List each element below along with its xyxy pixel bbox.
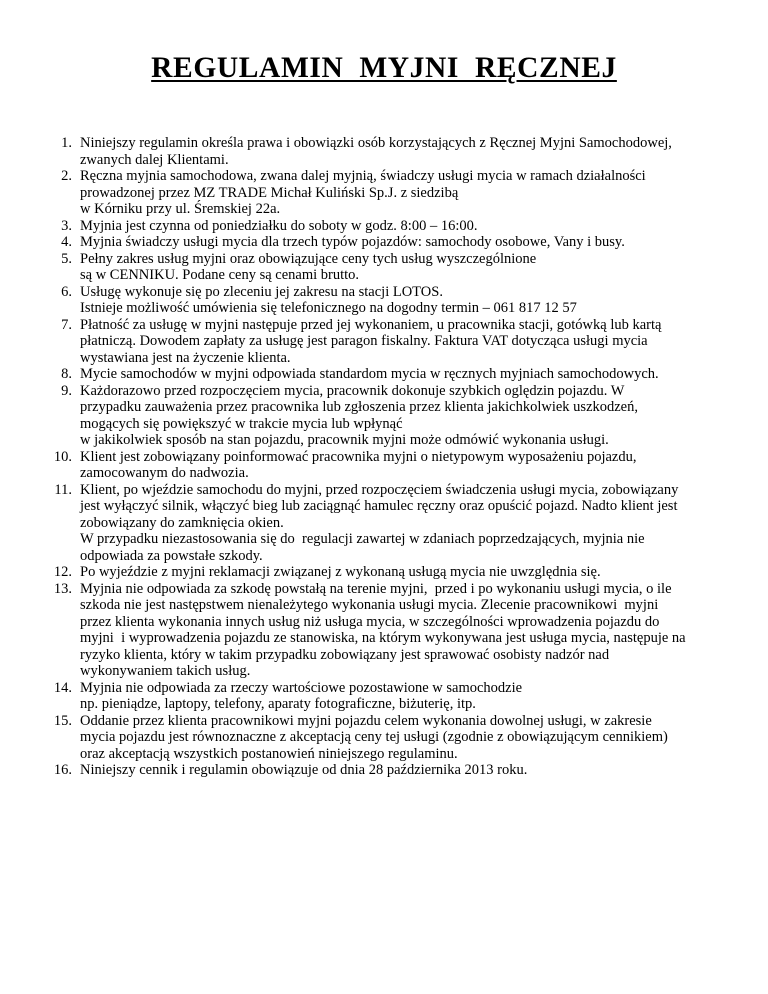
rule-text-line: zamocowanym do nadwozia.: [80, 465, 249, 481]
rule-item: [0, 251, 760, 284]
rule-text-line: zobowiązany do zamknięcia okien.: [80, 514, 284, 531]
rule-text-line: Klient, po wjeździe samochodu do myjni, przed rozpoczęciem świadczenia usługi mycia, zobowiązany: [80, 481, 679, 498]
rule-item: [0, 383, 760, 449]
rule-text-line: mycia pojazdu jest równoznaczne z akceptacją ceny tej usługi (zgodnie z obowiązującym cennikiem): [80, 729, 668, 745]
rule-item: [0, 284, 760, 317]
rule-text-line: w Kórniku przy ul. Śremskiej 22a.: [80, 201, 281, 217]
rule-text-line: Myjnia jest czynna od poniedziałku do soboty w godz. 8:00 – 16:00.: [80, 217, 478, 234]
page-title: REGULAMIN MYJNI RĘCZNEJ: [151, 51, 617, 84]
rule-number: 15.: [53, 712, 72, 729]
rule-text-line: oraz akceptacją wszystkich postanowień niniejszego regulaminu.: [80, 745, 458, 762]
rule-text-line: wystawiana jest na życzenie klienta.: [80, 349, 291, 366]
rule-text-line: prowadzonej przez MZ TRADE Michał Kuliński Sp.J. z siedzibą: [80, 184, 459, 201]
rule-text-line: Myjnia nie odpowiada za szkodę powstałą na terenie myjni, przed i po wykonaniu usługi mycia, o ile: [80, 580, 672, 597]
rule-item: [0, 366, 760, 383]
rule-text-line: Płatność za usługę w myjni następuje przed jej wykonaniem, u pracownika stacji, gotówką lub kartą: [80, 316, 662, 333]
rule-text-line: Każdorazowo przed rozpoczęciem mycia, pracownik dokonuje szybkich oględzin pojazdu. W: [80, 382, 625, 399]
rule-text-line: wykonywaniem takich usług.: [80, 663, 251, 679]
rule-number: 5.: [61, 250, 72, 267]
rule-text-line: Istnieje możliwość umówienia się telefonicznego na dogodny termin – 061 817 12 57: [80, 300, 577, 316]
rule-number: 6.: [61, 283, 72, 300]
rule-text-line: np. pieniądze, laptopy, telefony, aparaty fotograficzne, biżuterię, itp.: [80, 696, 476, 712]
rule-number: 9.: [61, 382, 72, 399]
rule-number: 2.: [61, 168, 72, 184]
rule-item: [0, 234, 760, 251]
rule-text-line: są w CENNIKU. Podane ceny są cenami brutto.: [80, 267, 360, 283]
rule-item: [0, 581, 760, 680]
rule-text-line: jest wyłączyć silnik, włączyć bieg lub zaciągnąć hamulec ręczny oraz opuścić pojazd. Nadto klient jest: [80, 498, 678, 514]
rule-text-line: mogących się powiększyć w trakcie mycia lub wpłynąć: [80, 415, 403, 432]
rule-item: [0, 713, 760, 763]
rule-item: [0, 135, 760, 168]
rule-text-line: zwanych dalej Klientami.: [80, 151, 229, 168]
rule-number: 1.: [61, 135, 72, 151]
rule-text-line: ryzyko klienta, który w takim przypadku zobowiązany jest sprawować osobisty nadzór nad: [80, 646, 610, 663]
rule-text-line: przypadku zauważenia przez pracownika lub zgłoszenia przez klienta jakichkolwiek uszkodzeń,: [80, 399, 638, 415]
rule-number: 16.: [53, 762, 72, 778]
rule-number: 13.: [53, 580, 72, 597]
rule-number: 3.: [61, 217, 72, 234]
rule-item: [0, 482, 760, 565]
rule-item: [0, 680, 760, 713]
rule-text-line: przez klienta wykonania innych usług niż usługa mycia, w szczególności wprowadzenia pojazdu do: [80, 613, 660, 630]
rule-text-line: Oddanie przez klienta pracownikowi myjni pojazdu celem wykonania dowolnej usługi, w zakresie: [80, 712, 652, 729]
rule-number: 10.: [53, 448, 72, 465]
rule-text-line: Usługę wykonuje się po zleceniu jej zakresu na stacji LOTOS.: [80, 283, 443, 300]
rule-item: [0, 564, 760, 581]
rule-text-line: Myjnia nie odpowiada za rzeczy wartościowe pozostawione w samochodzie: [80, 679, 523, 696]
rule-text-line: odpowiada za powstałe szkody.: [80, 547, 263, 564]
rule-item: [0, 218, 760, 235]
rule-text-line: Pełny zakres usług myjni oraz obowiązujące ceny tych usług wyszczególnione: [80, 250, 537, 267]
rule-text-line: Mycie samochodów w myjni odpowiada standardom mycia w ręcznych myjniach samochodowych.: [80, 366, 659, 382]
rule-number: 4.: [61, 234, 72, 250]
rule-number: 8.: [61, 366, 72, 382]
rule-item: [0, 317, 760, 367]
rule-text-line: Niniejszy regulamin określa prawa i obowiązki osób korzystających z Ręcznej Myjni Samochodowej,: [80, 135, 672, 151]
rule-text-line: w jakikolwiek sposób na stan pojazdu, pracownik myjni może odmówić wykonania usługi.: [80, 432, 609, 448]
rule-text-line: Klient jest zobowiązany poinformować pracownika myjni o nietypowym wyposażeniu pojazdu,: [80, 448, 637, 465]
rules-list: [0, 135, 760, 779]
rule-number: 12.: [53, 564, 72, 580]
rule-item: [0, 168, 760, 218]
rule-number: 11.: [54, 481, 72, 498]
rule-item: [0, 449, 760, 482]
rule-text-line: Po wyjeździe z myjni reklamacji związanej z wykonaną usługą mycia nie uwzględnia się.: [80, 564, 601, 580]
rule-item: [0, 762, 760, 779]
rule-text-line: Myjnia świadczy usługi mycia dla trzech typów pojazdów: samochody osobowe, Vany i busy.: [80, 234, 625, 250]
rule-text-line: płatniczą. Dowodem zapłaty za usługę jest paragon fiskalny. Faktura VAT dotycząca usługi mycia: [80, 333, 648, 349]
rule-text-line: W przypadku niezastosowania się do regulacji zawartej w zdaniach poprzedzających, myjnia nie: [80, 531, 645, 547]
rule-text-line: szkoda nie jest następstwem nienależytego wykonania usługi mycia. Zlecenie pracownikowi myjni: [80, 597, 659, 613]
rule-text-line: Ręczna myjnia samochodowa, zwana dalej myjnią, świadczy usługi mycia w ramach działalności: [80, 168, 646, 184]
rule-text-line: myjni i wyprowadzenia pojazdu ze stanowiska, na którym wykonywana jest usługa mycia, następuje na: [80, 630, 686, 646]
rule-text-line: Niniejszy cennik i regulamin obowiązuje od dnia 28 października 2013 roku.: [80, 762, 528, 778]
rule-number: 7.: [61, 316, 72, 333]
rule-number: 14.: [53, 679, 72, 696]
